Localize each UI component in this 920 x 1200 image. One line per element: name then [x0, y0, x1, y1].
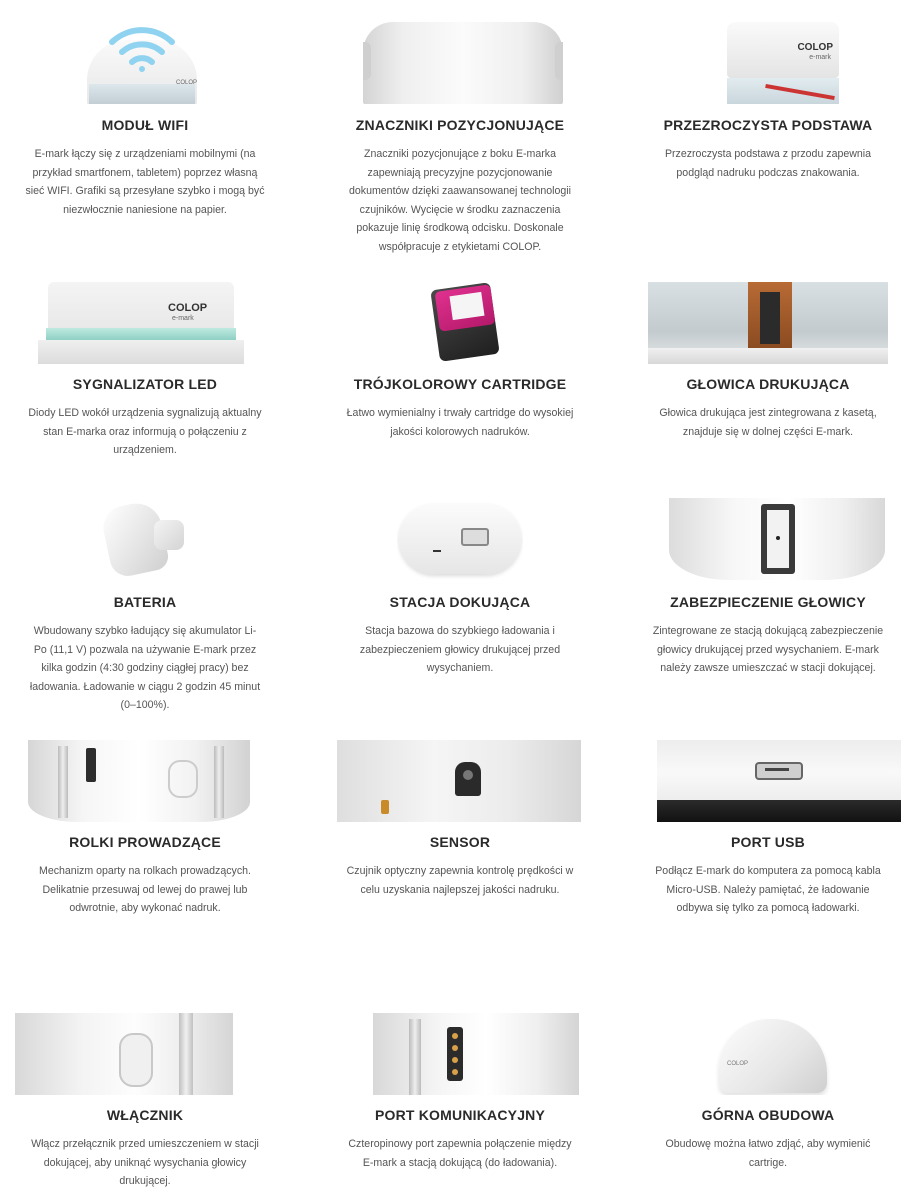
- feature-description: [0, 1135, 290, 1191]
- guide-rollers-image: [28, 740, 250, 822]
- desc-line: sieć WIFI. Grafiki są przesyłane szybko i mogą być: [25, 185, 265, 197]
- desc-line: Podłącz E-mark do komputera za pomocą kabla: [655, 865, 881, 877]
- feature-switch: [0, 1003, 290, 1200]
- brand-logo: COLOP: [727, 1061, 749, 1067]
- wifi-icon: [107, 24, 177, 72]
- desc-line: urządzeniem.: [113, 444, 177, 456]
- desc-line: wysychaniem.: [426, 662, 494, 674]
- feature-description: [0, 145, 290, 219]
- brand-logo: COLOP: [175, 80, 197, 86]
- feature-description: [315, 1135, 605, 1172]
- feature-description: [315, 862, 605, 899]
- feature-rollers: [0, 730, 290, 930]
- desc-line: zabezpieczeniem głowicy drukującej przed: [359, 643, 561, 656]
- desc-line: Głowica drukująca jest zintegrowana z kasetą,: [659, 407, 877, 419]
- feature-dock: [315, 488, 605, 718]
- feature-description: [0, 862, 290, 918]
- feature-led: [0, 270, 290, 470]
- desc-line: E-mark a stacją dokującą (do ładowania).: [362, 1156, 558, 1169]
- desc-line: drukującej.: [119, 1175, 171, 1187]
- desc-line: Włącz przełącznik przed umieszczeniem w stacji: [31, 1138, 259, 1150]
- feature-printhead: [623, 270, 913, 470]
- desc-line: przykład smartfonem, tabletem) poprzez własną: [32, 166, 258, 179]
- desc-line: Czteropinowy port zapewnia połączenie między: [348, 1138, 572, 1150]
- feature-title: WŁĄCZNIK: [106, 1107, 184, 1123]
- desc-line: Po (11,1 V) pozwala na używanie E-mark przez: [33, 643, 257, 656]
- feature-base: [623, 0, 913, 260]
- led-indicator-image: [38, 282, 244, 364]
- docking-station-image: [397, 498, 523, 580]
- feature-battery: [0, 488, 290, 718]
- desc-line: czujników. Wycięcie w środku zaznaczenia: [359, 203, 561, 216]
- desc-line: pokazuje linię środkową odcisku. Doskonale: [356, 222, 564, 234]
- desc-line: dokumentów dzięki zaawansowanej technologii: [348, 185, 571, 197]
- feature-markers: [315, 0, 605, 260]
- feature-description: [315, 145, 605, 256]
- desc-line: zapewniają precyzyjne pozycjonowanie: [367, 166, 553, 179]
- feature-sensor: [315, 730, 605, 930]
- feature-title: SENSOR: [429, 834, 491, 850]
- battery-image: [100, 498, 194, 580]
- desc-line: Wbudowany szybko ładujący się akumulator Li-: [33, 625, 257, 637]
- desc-line: Czujnik optyczny zapewnia kontrolę prędkości w: [346, 865, 574, 877]
- desc-line: głowicy drukującej przed wysychaniem. E-mark: [657, 643, 879, 656]
- desc-line: znajduje się w dolnej części E-mark.: [682, 425, 854, 438]
- feature-description: [315, 622, 605, 678]
- feature-description: [315, 404, 605, 441]
- desc-line: Zintegrowane ze stacją dokującą zabezpieczenie: [652, 625, 884, 637]
- wifi-module-image: [83, 22, 201, 104]
- desc-line: dokującej, aby uniknąć wysychania głowicy: [43, 1156, 247, 1169]
- brand-logo: COLOP: [168, 302, 208, 314]
- feature-wifi: [0, 0, 290, 260]
- feature-title: SYGNALIZATOR LED: [72, 376, 218, 392]
- desc-line: należy zawsze umieszczać w stacji dokującej.: [660, 662, 876, 674]
- feature-head-protection: [623, 488, 913, 718]
- feature-title: GŁOWICA DRUKUJĄCA: [686, 376, 850, 392]
- feature-title: ROLKI PROWADZĄCE: [69, 834, 221, 850]
- head-protection-image: [669, 498, 885, 580]
- transparent-base-image: [725, 22, 841, 104]
- feature-description: [0, 404, 290, 460]
- desc-line: kilka godzin (4:30 godziny ciągłej pracy) bez: [41, 662, 249, 674]
- feature-title: PRZEZROCZYSTA PODSTAWA: [663, 117, 873, 133]
- desc-line: E-mark łączy się z urządzeniami mobilnymi (na: [34, 148, 256, 160]
- feature-usb: [623, 730, 913, 930]
- feature-description: [623, 1135, 913, 1172]
- feature-description: [623, 862, 913, 918]
- feature-title: ZABEZPIECZENIE GŁOWICY: [670, 594, 866, 610]
- feature-title: PORT KOMUNIKACYJNY: [374, 1107, 546, 1123]
- desc-line: odwrotnie, aby wykonać nadruk.: [69, 902, 221, 914]
- desc-line: jakości kolorowych nadruków.: [390, 425, 530, 438]
- feature-title: PORT USB: [731, 834, 805, 850]
- feature-title: ZNACZNIKI POZYCJONUJĄCE: [355, 117, 565, 133]
- desc-line: Łatwo wymienialny i trwały cartridge do wysokiej: [346, 407, 574, 419]
- feature-title: STACJA DOKUJĄCA: [389, 594, 531, 610]
- brand-logo: COLOP: [797, 42, 833, 53]
- sensor-image: [337, 740, 581, 822]
- desc-line: (0–100%).: [120, 699, 170, 711]
- desc-line: podgląd nadruku podczas znakowania.: [676, 166, 860, 179]
- brand-sub: e-mark: [172, 315, 194, 322]
- desc-line: cartrige.: [748, 1156, 788, 1169]
- desc-line: współpracuje z etykietami COLOP.: [378, 240, 542, 253]
- desc-line: Stacja bazowa do szybkiego ładowania i: [365, 625, 555, 637]
- power-switch-image: [15, 1013, 233, 1095]
- desc-line: Diody LED wokół urządzenia sygnalizują aktualny: [28, 407, 262, 419]
- communication-port-image: [373, 1013, 579, 1095]
- desc-line: Mechanizm oparty na rolkach prowadzących.: [39, 865, 251, 877]
- desc-line: niezwłocznie naniesione na papier.: [63, 203, 227, 216]
- feature-title: GÓRNA OBUDOWA: [701, 1107, 835, 1123]
- feature-description: [623, 622, 913, 678]
- desc-line: Obudowę można łatwo zdjąć, aby wymienić: [665, 1138, 871, 1150]
- brand-sub: e-mark: [809, 54, 831, 61]
- desc-line: odbywa się tylko za pomocą ładowarki.: [676, 902, 860, 914]
- positioning-markers-image: [363, 22, 563, 104]
- feature-description: [623, 145, 913, 182]
- desc-line: ładowania. Ładowanie w ciągu 2 godzin 45 minut: [29, 680, 261, 693]
- feature-title: BATERIA: [113, 594, 177, 610]
- printhead-image: [648, 282, 888, 364]
- desc-line: Delikatnie przesuwaj od lewej do prawej lub: [42, 883, 248, 896]
- desc-line: celu uzyskania najlepszej jakości nadruku.: [360, 883, 560, 896]
- feature-title: TRÓJKOLOROWY CARTRIDGE: [353, 376, 567, 392]
- cartridge-image: [423, 282, 505, 364]
- feature-description: [623, 404, 913, 441]
- feature-cartridge: [315, 270, 605, 470]
- desc-line: Znaczniki pozycjonujące z boku E-marka: [364, 148, 556, 160]
- top-cover-image: [715, 1013, 831, 1095]
- feature-top-cover: [623, 1003, 913, 1200]
- desc-line: Przezroczysta podstawa z przodu zapewnia: [664, 148, 872, 160]
- desc-line: Micro-USB. Należy pamiętać, że ładowanie: [666, 883, 870, 896]
- feature-description: [0, 622, 290, 715]
- desc-line: stan E-marka oraz informują o połączeniu z: [43, 425, 247, 438]
- feature-comm-port: [315, 1003, 605, 1200]
- feature-title: MODUŁ WIFI: [101, 117, 189, 133]
- usb-port-image: [657, 740, 901, 822]
